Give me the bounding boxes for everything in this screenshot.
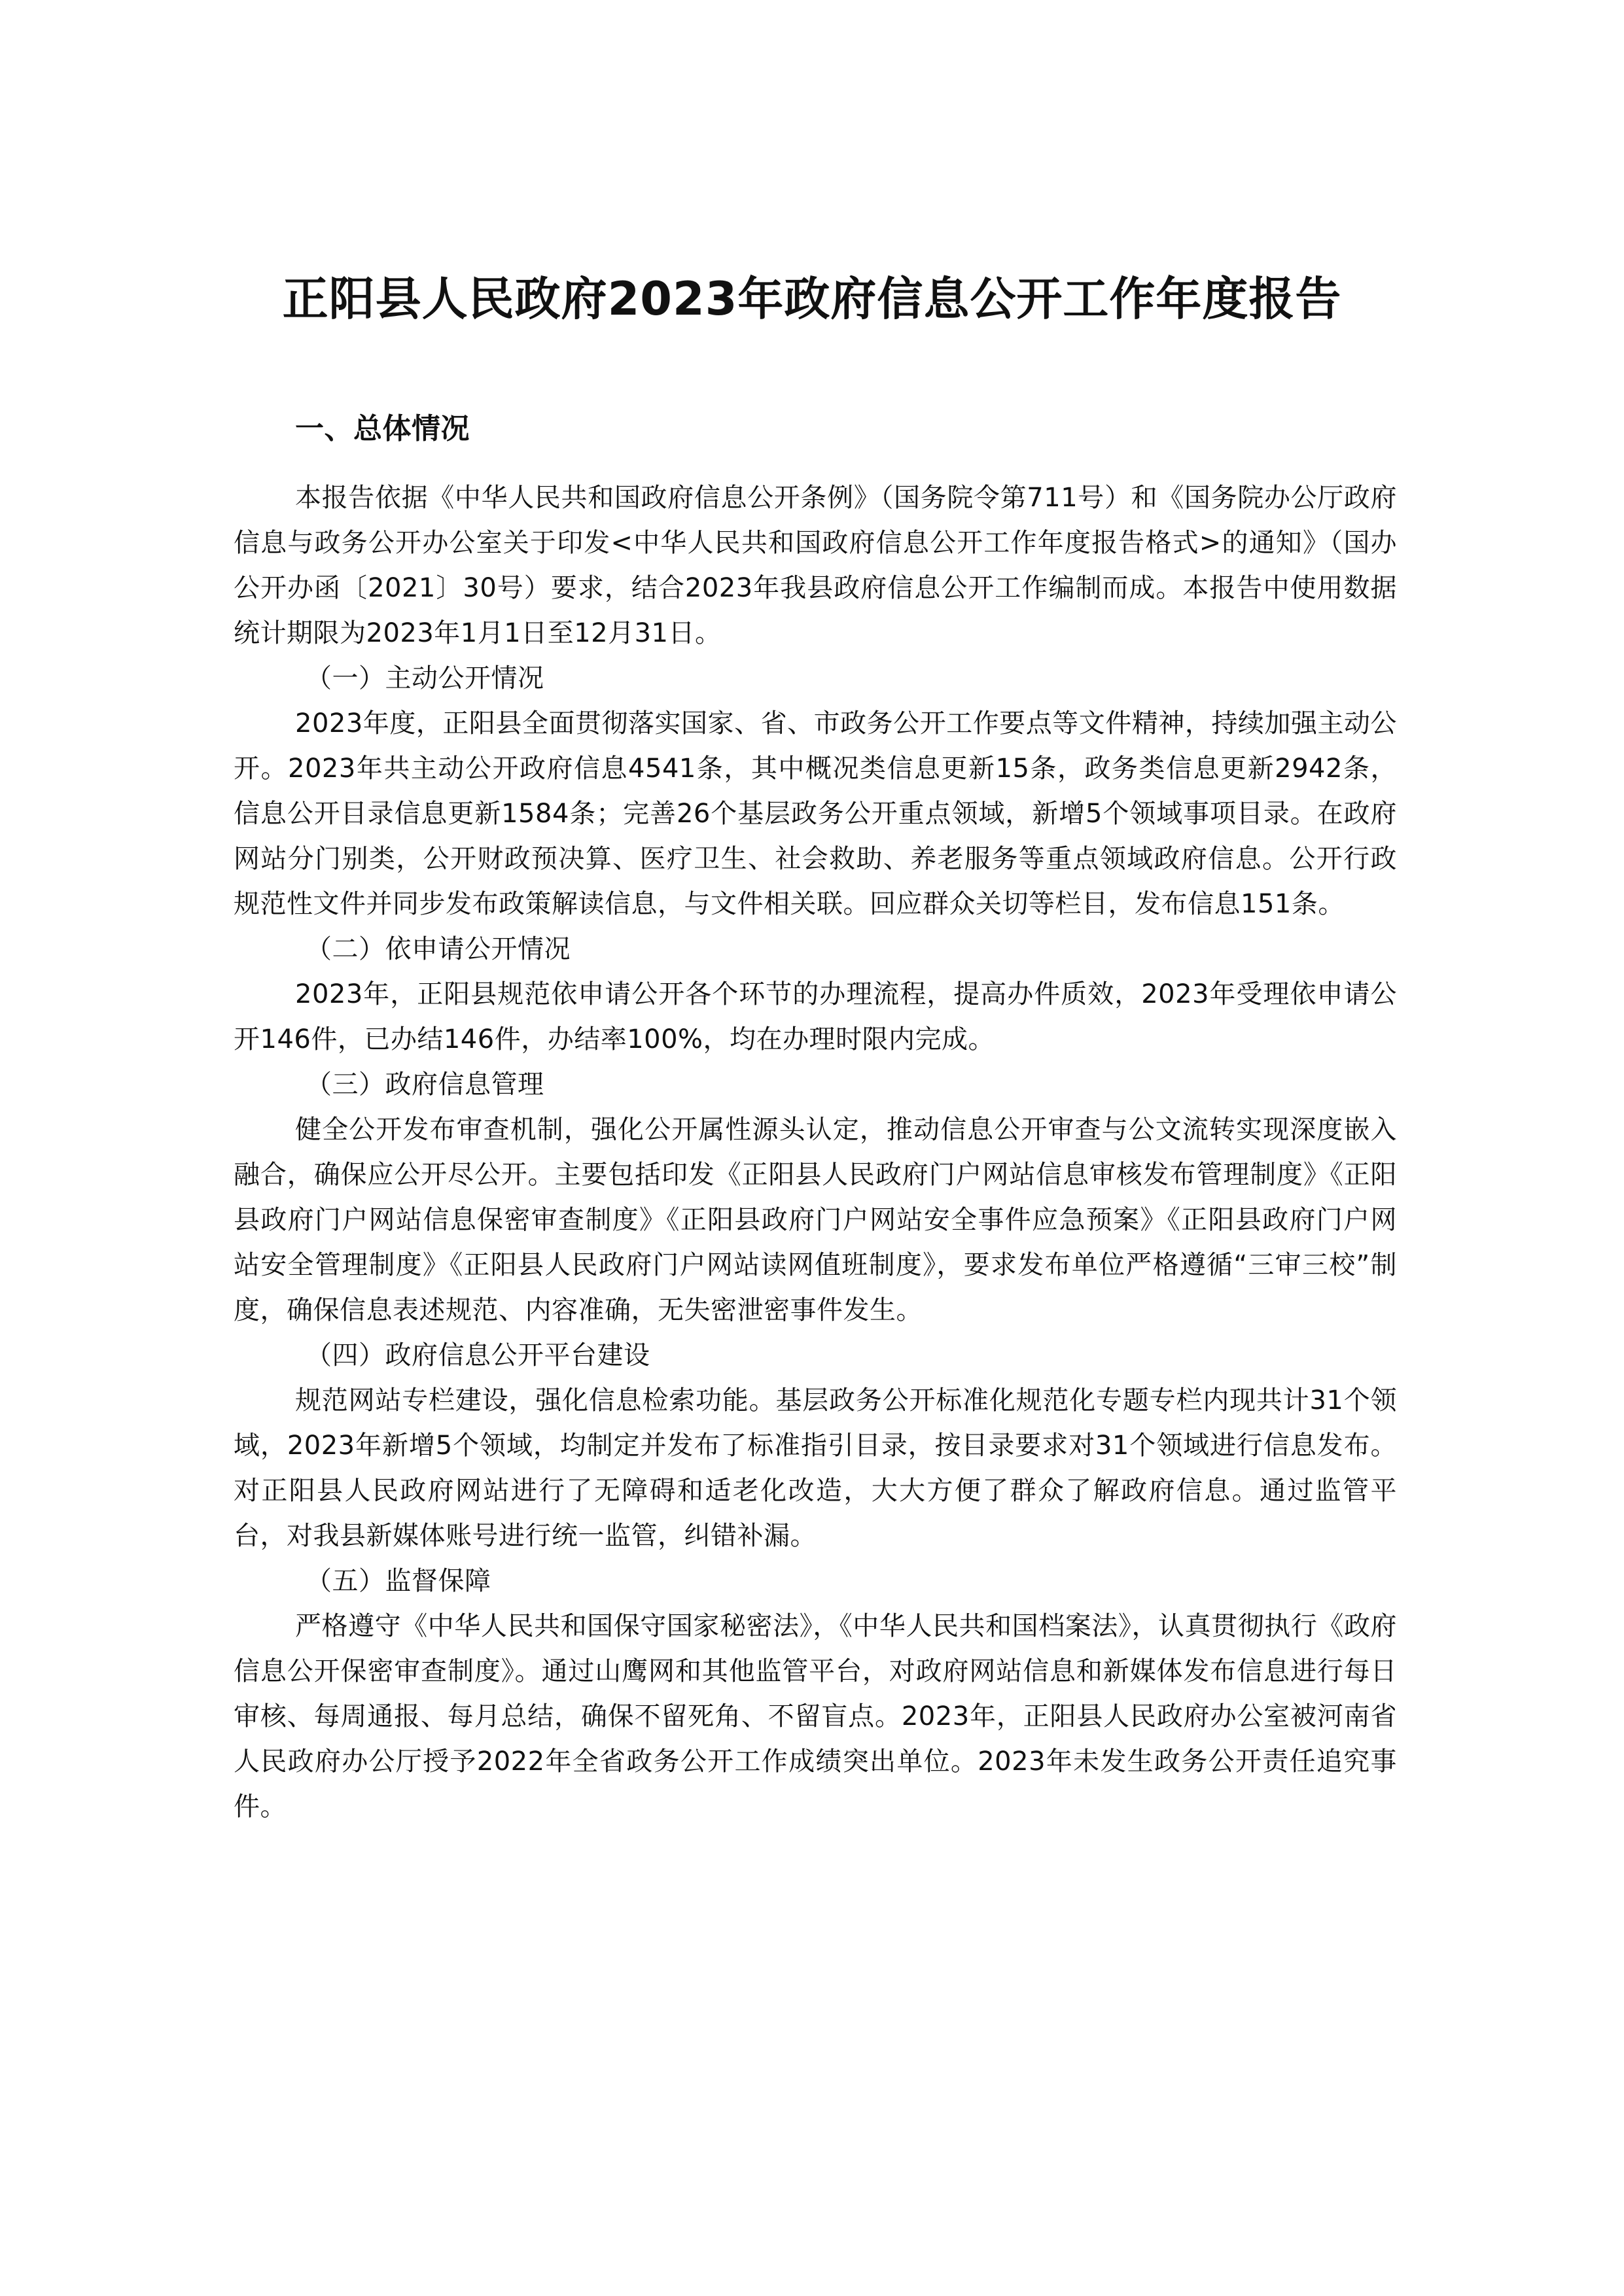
subsection-heading-information-management: （三）政府信息管理 (306, 1070, 544, 1100)
subsection-body-platform-construction: 规范网站专栏建设，强化信息检索功能。基层政务公开标准化规范化专题专栏内现共计31个领域，2023年新增5个领域，均制定并发布了标准指引目录，按目录要求对31个领域进行信息发布。对正阳县人民政府网站进行了无障碍和适老化改造，大大方便了群众了解政府信息。通过监管平台，对我县新媒体账号进行统一监管，纠错补漏。 (234, 1385, 1397, 1551)
subsection-body-information-management: 健全公开发布审查机制，强化公开属性源头认定，推动信息公开审查与公文流转实现深度嵌入融合，确保应公开尽公开。主要包括印发《正阳县人民政府门户网站信息审核发布管理制度》《正阳县政府门户网站信息保密审查制度》《正阳县政府门户网站安全事件应急预案》《正阳县政府门户网站安全管理制度》《正阳县人民政府门户网站读网值班制度》，要求发布单位严格遵循“三审三校”制度，确保信息表述规范、内容准确，无失密泄密事件发生。 (234, 1115, 1397, 1325)
section-heading-overview: 一、总体情况 (295, 412, 470, 445)
document-body (234, 406, 1397, 1830)
document-title: 正阳县人民政府2023年政府信息公开工作年度报告 (282, 272, 1342, 326)
subsection-body-proactive-disclosure: 2023年度，正阳县全面贯彻落实国家、省、市政务公开工作要点等文件精神，持续加强主动公开。2023年共主动公开政府信息4541条，其中概况类信息更新15条，政务类信息更新2942条，信息公开目录信息更新1584条；完善26个基层政务公开重点领域，新增5个领域事项目录。在政府网站分门别类，公开财政预决算、医疗卫生、社会救助、养老服务等重点领域政府信息。公开行政规范性文件并同步发布政策解读信息，与文件相关联。回应群众关切等栏目，发布信息151条。 (234, 708, 1397, 919)
subsection-body-supervision: 严格遵守《中华人民共和国保守国家秘密法》，《中华人民共和国档案法》，认真贯彻执行《政府信息公开保密审查制度》。通过山鹰网和其他监管平台，对政府网站信息和新媒体发布信息进行每日审核、每周通报、每月总结，确保不留死角、不留盲点。2023年，正阳县人民政府办公室被河南省人民政府办公厅授予2022年全省政务公开工作成绩突出单位。2023年未发生政务公开责任追究事件。 (234, 1611, 1397, 1822)
intro-paragraph: 本报告依据《中华人民共和国政府信息公开条例》（国务院令第711号）和《国务院办公厅政府信息与政务公开办公室关于印发<中华人民共和国政府信息公开工作年度报告格式>的通知》（国办公开办函〔2021〕30号）要求，结合2023年我县政府信息公开工作编制而成。本报告中使用数据统计期限为2023年1月1日至12月31日。 (234, 483, 1397, 648)
subsection-heading-platform-construction: （四）政府信息公开平台建设 (306, 1340, 650, 1370)
subsection-body-application-disclosure: 2023年，正阳县规范依申请公开各个环节的办理流程，提高办件质效，2023年受理依申请公开146件，已办结146件，办结率100%，均在办理时限内完成。 (234, 979, 1397, 1054)
subsection-heading-supervision: （五）监督保障 (306, 1566, 491, 1596)
subsection-heading-proactive-disclosure: （一）主动公开情况 (306, 663, 544, 693)
subsection-heading-application-disclosure: （二）依申请公开情况 (306, 934, 571, 964)
